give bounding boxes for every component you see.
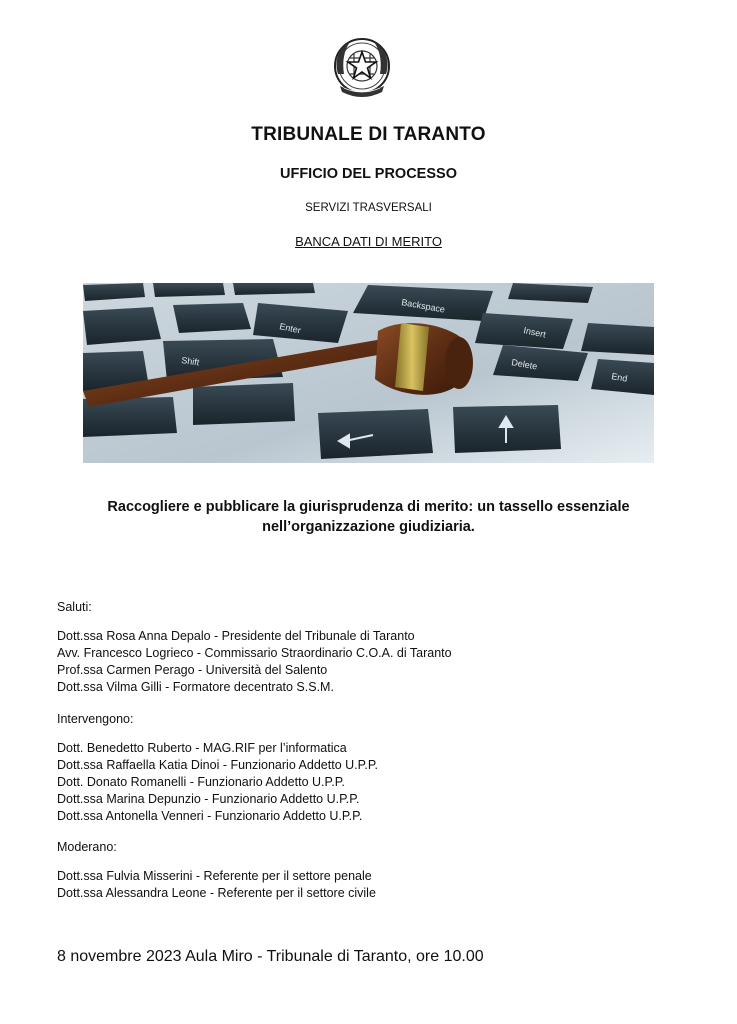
database-title-text: BANCA DATI DI MERITO (295, 234, 442, 249)
event-subtitle-line2: nell’organizzazione giudiziaria. (262, 519, 475, 535)
speaker-item: Dott.ssa Rosa Anna Depalo - Presidente del Tribunale di Taranto (57, 629, 415, 643)
speaker-item: Avv. Francesco Logrieco - Commissario Straordinario C.O.A. di Taranto (57, 646, 452, 660)
keyboard-gavel-image (83, 283, 654, 463)
key-label-delete: Delete (510, 357, 539, 372)
key-label-shift: Shift (180, 355, 200, 368)
event-date-location: 8 novembre 2023 Aula Miro - Tribunale di Taranto, ore 10.00 (57, 948, 484, 965)
key-label-end: End (610, 371, 629, 384)
speaker-item: Dott. Benedetto Ruberto - MAG.RIF per l’informatica (57, 741, 347, 755)
moderano-heading: Moderano: (57, 840, 117, 854)
speaker-item: Dott. Donato Romanelli - Funzionario Addetto U.P.P. (57, 775, 345, 789)
italian-republic-emblem-icon (330, 34, 394, 100)
intervengono-section (57, 711, 378, 825)
database-title (0, 234, 737, 249)
moderator-item: Dott.ssa Alessandra Leone - Referente per il settore civile (57, 886, 376, 900)
moderator-item: Dott.ssa Fulvia Misserini - Referente per il settore penale (57, 869, 372, 883)
intervengono-heading: Intervengono: (57, 712, 134, 726)
speaker-item: Dott.ssa Vilma Gilli - Formatore decentrato S.S.M. (57, 680, 334, 694)
saluti-heading: Saluti: (57, 600, 92, 614)
event-subtitle (60, 497, 677, 537)
speaker-item: Dott.ssa Marina Depunzio - Funzionario Addetto U.P.P. (57, 792, 360, 806)
speaker-item: Prof.ssa Carmen Perago - Università del Salento (57, 663, 328, 677)
moderano-section (57, 839, 376, 902)
key-label-backspace: Backspace (400, 297, 446, 315)
speaker-item: Dott.ssa Raffaella Katia Dinoi - Funzionario Addetto U.P.P. (57, 758, 379, 772)
court-title: TRIBUNALE DI TARANTO (251, 124, 486, 145)
services-label: SERVIZI TRASVERSALI (305, 202, 432, 214)
saluti-section (57, 599, 452, 696)
office-title: UFFICIO DEL PROCESSO (280, 166, 457, 182)
key-label-insert: Insert (522, 325, 547, 340)
speaker-item: Dott.ssa Antonella Venneri - Funzionario Addetto U.P.P. (57, 809, 363, 823)
event-subtitle-line1: Raccogliere e pubblicare la giurisprudenza di merito: un tassello essenziale (107, 499, 630, 515)
key-label-enter: Enter (278, 321, 302, 336)
